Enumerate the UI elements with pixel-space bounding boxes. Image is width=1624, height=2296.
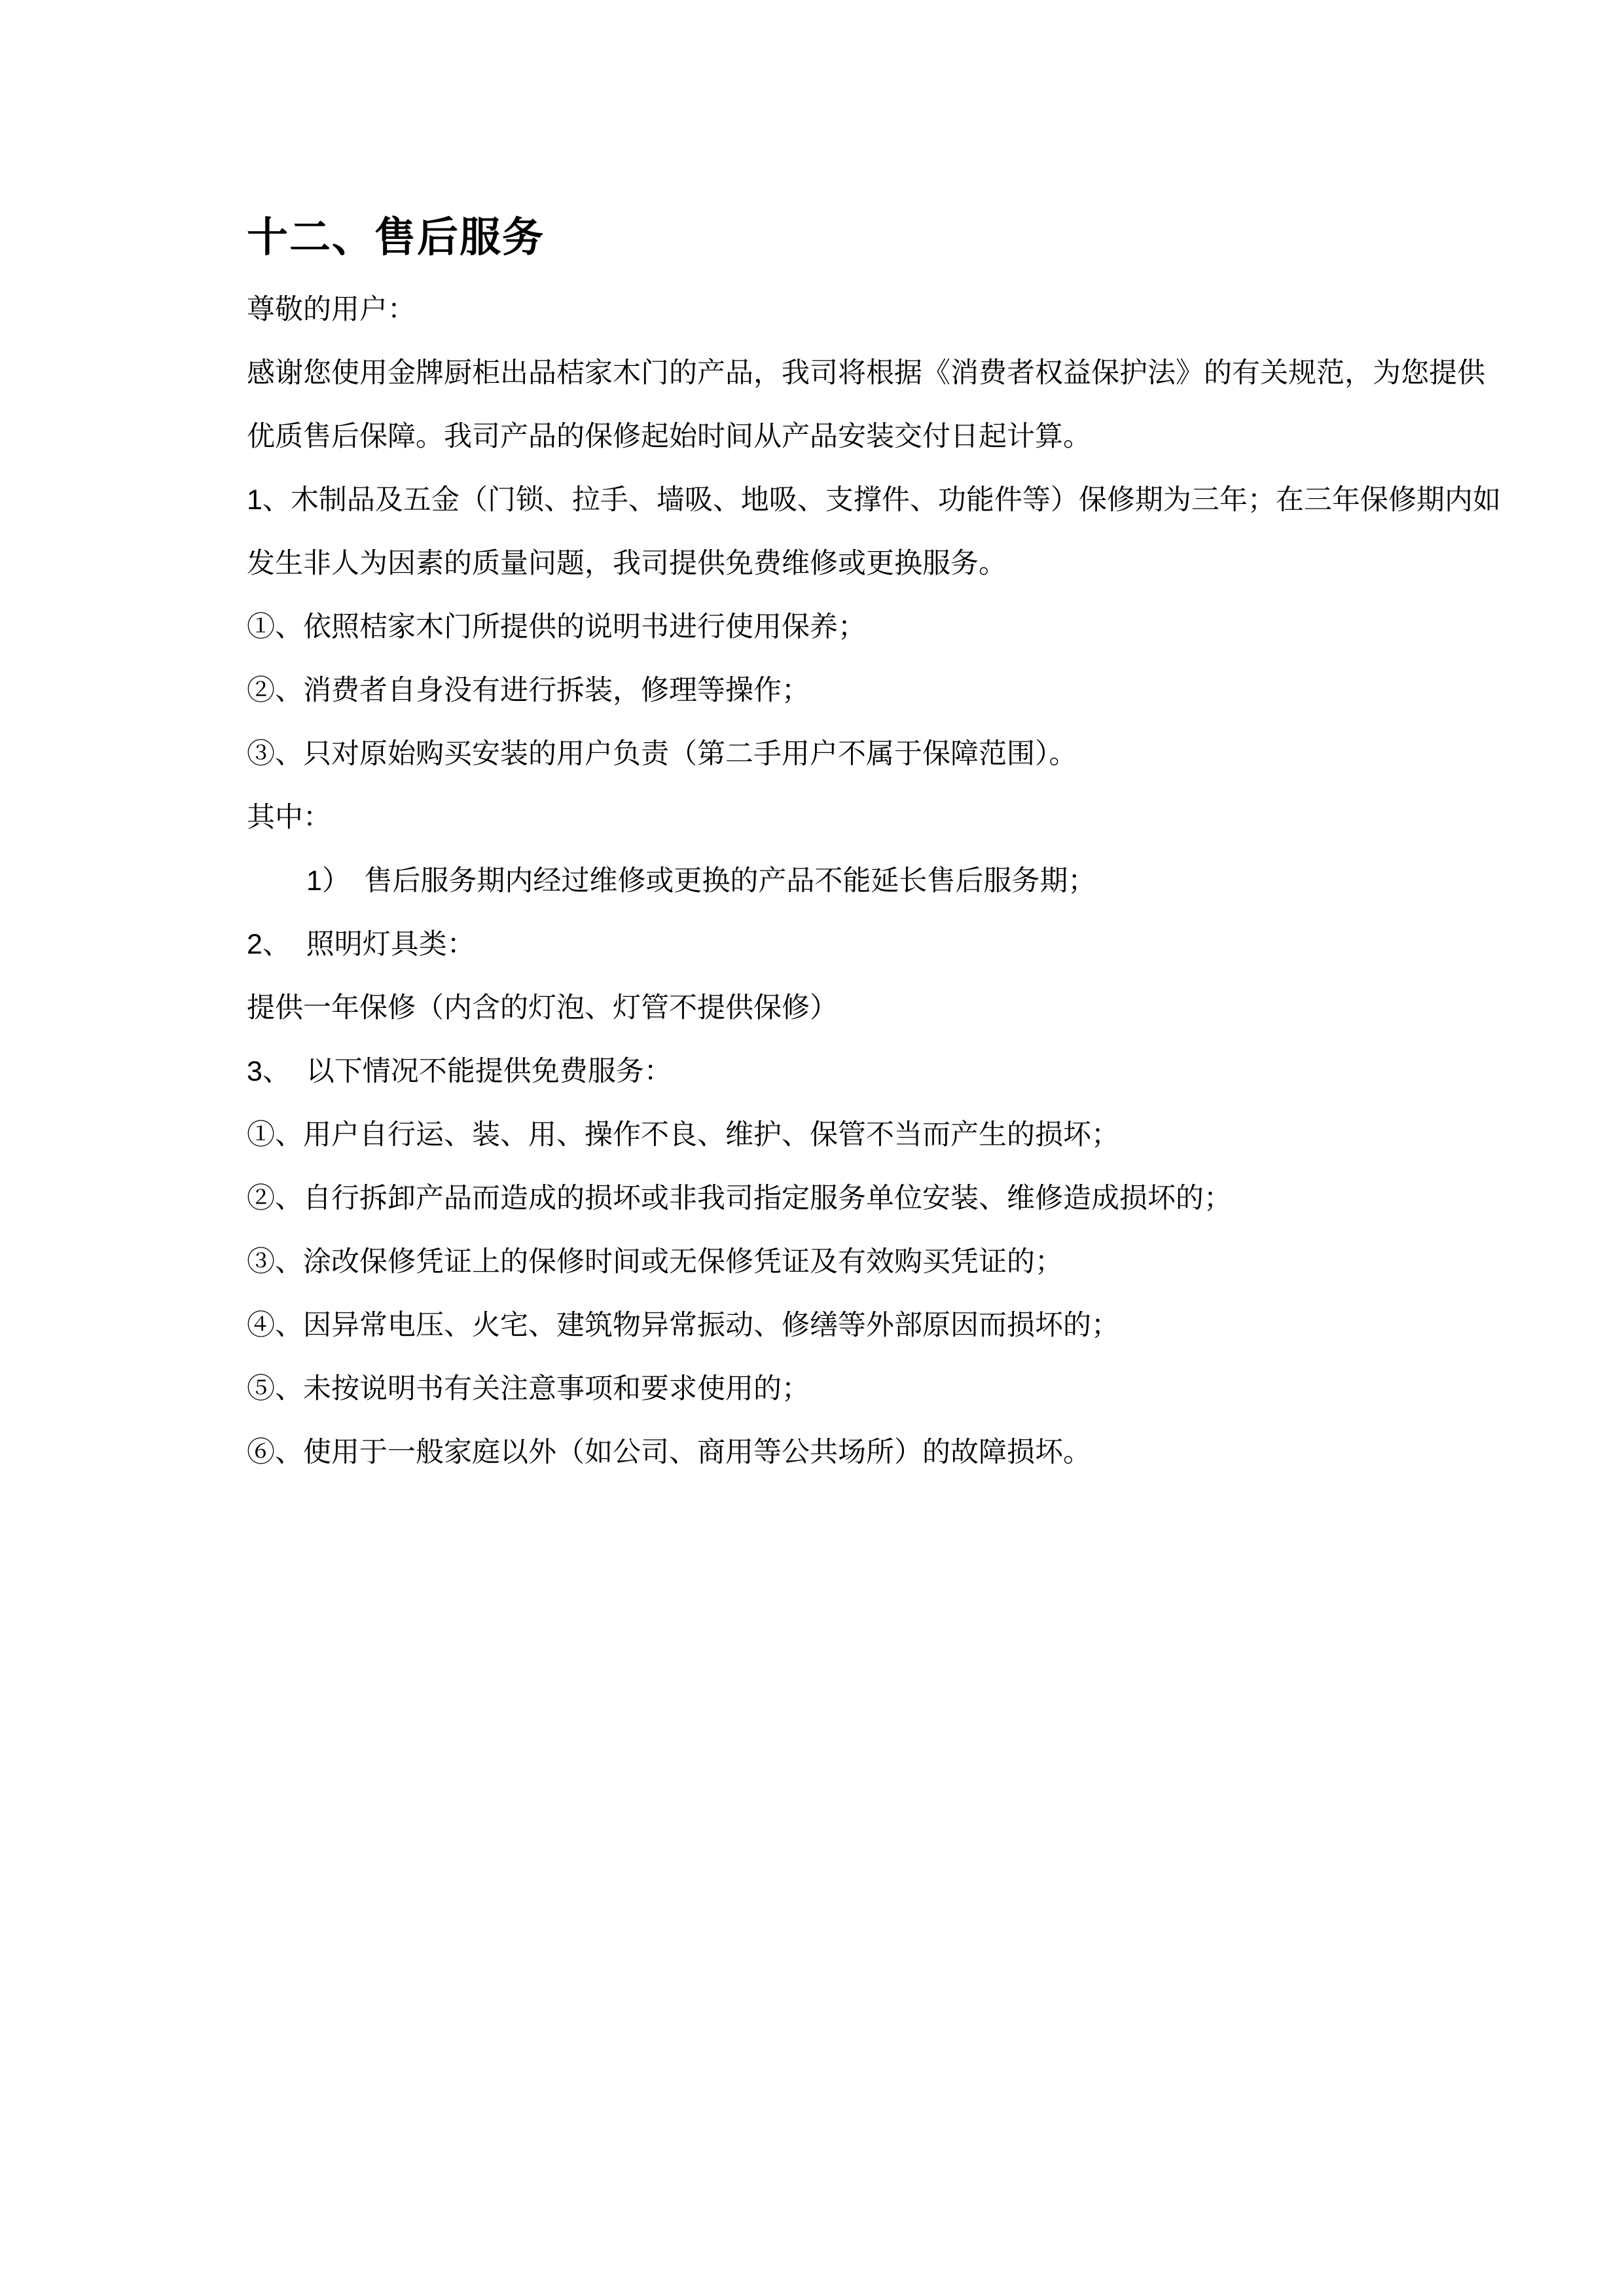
text-line: 感谢您使用金牌厨柜出品桔家木门的产品，我司将根据《消费者权益保护法》的有关规范，为您提供 [247,357,1485,389]
text-line: 1） 售后服务期内经过维修或更换的产品不能延长售后服务期； [306,865,1096,897]
document-content [247,214,1501,1484]
text-line: 提供一年保修（内含的灯泡、灯管不提供保修） [247,992,838,1024]
text-line: 3、 以下情况不能提供免费服务： [247,1056,672,1087]
text-line: ①、依照桔家木门所提供的说明书进行使用保养； [247,611,866,643]
text-line: ③、涂改保修凭证上的保修时间或无保修凭证及有效购买凭证的； [247,1246,1063,1278]
text-line: ②、自行拆卸产品而造成的损坏或非我司指定服务单位安装、维修造成损坏的； [247,1183,1232,1214]
text-line: 优质售后保障。我司产品的保修起始时间从产品安装交付日起计算。 [247,421,1091,452]
text-line: 尊敬的用户： [247,294,416,325]
page-title: 十二、售后服务 [247,215,545,260]
text-line: 1、木制品及五金（门锁、拉手、墙吸、地吸、支撑件、功能件等）保修期为三年；在三年保修期内如 [247,484,1501,516]
text-line: ②、消费者自身没有进行拆装，修理等操作； [247,675,810,706]
text-line: ⑥、使用于一般家庭以外（如公司、商用等公共场所）的故障损坏。 [247,1437,1091,1468]
text-line: 2、 照明灯具类： [247,929,475,960]
text-line: ④、因异常电压、火宅、建筑物异常振动、修缮等外部原因而损坏的； [247,1310,1119,1341]
text-line: ①、用户自行运、装、用、操作不良、维护、保管不当而产生的损坏； [247,1119,1119,1151]
paragraph-lines [247,278,1501,1484]
text-line: ③、只对原始购买安装的用户负责（第二手用户不属于保障范围）。 [247,738,1077,770]
text-line: ⑤、未按说明书有关注意事项和要求使用的； [247,1373,810,1405]
text-line: 发生非人为因素的质量问题，我司提供免费维修或更换服务。 [247,548,1007,579]
text-line: 其中： [247,802,331,833]
